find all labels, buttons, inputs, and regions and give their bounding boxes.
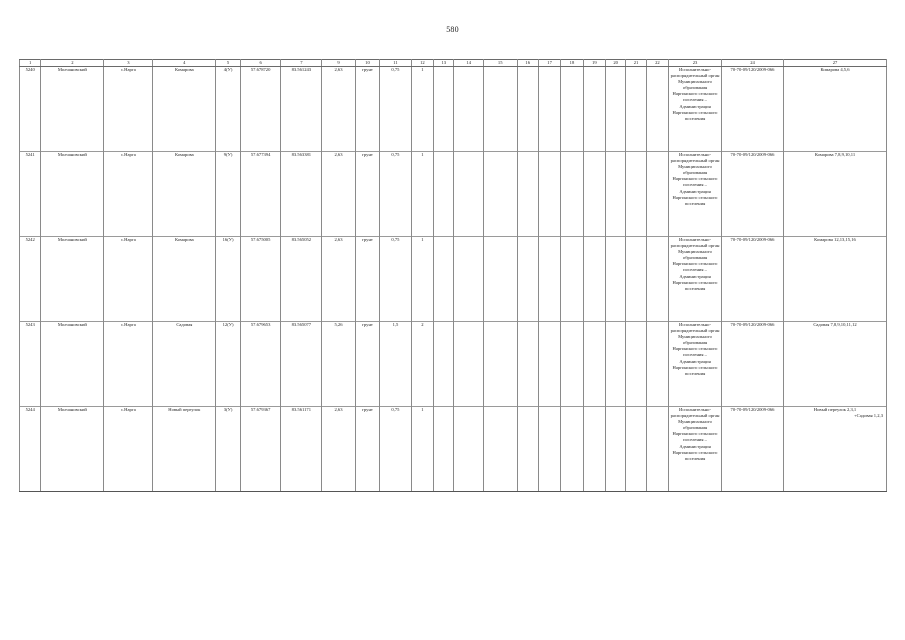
cell-text: 0,75	[391, 237, 400, 242]
cell-text: Комарова 12,13,15,16	[814, 237, 856, 242]
cell-text: 4(У)	[223, 67, 233, 72]
cell-c11	[380, 407, 412, 492]
cell-c11	[380, 237, 412, 322]
cell-text: 5240	[25, 67, 35, 72]
cell-text: с.Нарга	[120, 67, 136, 72]
cell-c6	[240, 322, 281, 407]
cell-c12	[411, 322, 433, 407]
cell-text: Комарова	[174, 237, 194, 242]
empty-cell	[561, 237, 583, 322]
empty-cell	[483, 237, 517, 322]
empty-cell	[454, 322, 484, 407]
cell-text: грунт	[362, 322, 373, 327]
cell-text: Исполнительно-распорядительный орган Муниципального образования Наргинского сельского поселения – Администрация Наргинского сельского поселения	[670, 237, 720, 291]
cell-text: 70-70-09/120/2009-066	[730, 152, 775, 157]
empty-cell	[483, 322, 517, 407]
cell-text: 70-70-09/120/2009-066	[730, 407, 775, 412]
cell-c12	[411, 152, 433, 237]
cell-text: Садовая 7,8,9,10,11,12	[813, 322, 857, 327]
cell-text: 1	[421, 237, 424, 242]
cell-c23	[669, 67, 722, 152]
cell-c9	[322, 237, 356, 322]
column-header-12: 12	[411, 60, 433, 67]
empty-cell	[583, 407, 605, 492]
cell-text: 16(У)	[222, 237, 234, 242]
empty-cell	[538, 152, 560, 237]
cell-text: Молчановский	[57, 152, 87, 157]
cell-text: Молчановский	[57, 322, 87, 327]
empty-cell	[646, 322, 668, 407]
cell-text: 5243	[25, 322, 35, 327]
cell-text: грунт	[362, 407, 373, 412]
cell-text: 0,75	[391, 67, 400, 72]
cell-c4	[153, 407, 216, 492]
column-header-6: 6	[240, 60, 281, 67]
cell-text: 2,63	[334, 152, 343, 157]
cell-text: Исполнительно-распорядительный орган Муниципального образования Наргинского сельского поселения – Администрация Наргинского сельского поселения	[670, 322, 720, 376]
cell-c11	[380, 67, 412, 152]
empty-cell	[626, 322, 646, 407]
empty-cell	[626, 152, 646, 237]
cell-c11	[380, 152, 412, 237]
cell-c24	[721, 407, 783, 492]
cell-c6	[240, 67, 281, 152]
empty-cell	[583, 152, 605, 237]
cell-c7	[281, 407, 322, 492]
column-header-1: 1	[20, 60, 41, 67]
empty-cell	[583, 322, 605, 407]
cell-c10	[355, 152, 379, 237]
column-header-27: 27	[784, 60, 887, 67]
cell-c3	[104, 67, 153, 152]
cell-text: с.Нарга	[120, 322, 136, 327]
cell-c23	[669, 322, 722, 407]
empty-cell	[538, 237, 560, 322]
cell-c12	[411, 67, 433, 152]
empty-cell	[561, 67, 583, 152]
column-header-17: 17	[538, 60, 560, 67]
table-row	[20, 407, 887, 492]
cell-text: 0,75	[391, 152, 400, 157]
cell-text: Молчановский	[57, 237, 87, 242]
cell-c5	[216, 67, 240, 152]
empty-cell	[517, 152, 538, 237]
empty-cell	[434, 322, 454, 407]
column-header-5: 5	[216, 60, 240, 67]
empty-cell	[454, 152, 484, 237]
cell-text: Комарова	[174, 67, 194, 72]
empty-cell	[626, 407, 646, 492]
cell-text: 5244	[25, 407, 35, 412]
table-row	[20, 152, 887, 237]
cell-text: 57.677394	[250, 152, 271, 157]
cell-text: Новый переулок 2,3,1	[813, 407, 857, 412]
column-header-18: 18	[561, 60, 583, 67]
empty-cell	[626, 237, 646, 322]
cell-c1	[20, 322, 41, 407]
empty-cell	[517, 322, 538, 407]
cell-text: Молчановский	[57, 67, 87, 72]
cell-c4	[153, 322, 216, 407]
empty-cell	[434, 67, 454, 152]
column-header-15: 15	[483, 60, 517, 67]
column-header-19: 19	[583, 60, 605, 67]
empty-cell	[561, 152, 583, 237]
cell-c3	[104, 237, 153, 322]
column-header-3: 3	[104, 60, 153, 67]
cell-text: 83.561171	[291, 407, 312, 412]
cell-c2	[41, 237, 104, 322]
column-header-22: 22	[646, 60, 668, 67]
cell-text: Комарова 7,8,9,10,11	[814, 152, 856, 157]
cell-text: с.Нарга	[120, 237, 136, 242]
cell-c6	[240, 237, 281, 322]
cell-c27	[784, 67, 887, 152]
empty-cell	[454, 67, 484, 152]
cell-text: 70-70-09/120/2009-066	[730, 67, 775, 72]
cell-text: Новый переулок	[168, 407, 201, 412]
cell-text: 3(У)	[223, 407, 233, 412]
empty-cell	[434, 237, 454, 322]
register-table	[19, 59, 887, 492]
cell-text: Садовая	[176, 322, 193, 327]
cell-text: с.Нарга	[120, 407, 136, 412]
empty-cell	[646, 152, 668, 237]
cell-text: 0,75	[391, 407, 400, 412]
cell-c27	[784, 152, 887, 237]
empty-cell	[517, 67, 538, 152]
cell-extra-text: +Садовая 1,2,3	[854, 413, 883, 419]
cell-c10	[355, 322, 379, 407]
cell-text: 57.679367	[250, 407, 271, 412]
cell-text: 57.675005	[250, 237, 271, 242]
cell-c7	[281, 67, 322, 152]
empty-cell	[561, 407, 583, 492]
cell-c1	[20, 67, 41, 152]
cell-c1	[20, 237, 41, 322]
cell-c3	[104, 407, 153, 492]
column-header-9: 9	[322, 60, 356, 67]
cell-c2	[41, 322, 104, 407]
cell-text: 2,63	[334, 237, 343, 242]
cell-c7	[281, 322, 322, 407]
cell-text: 1	[421, 67, 424, 72]
cell-text: Исполнительно-распорядительный орган Муниципального образования Наргинского сельского поселения – Администрация Наргинского сельского поселения	[670, 407, 720, 461]
cell-c9	[322, 152, 356, 237]
cell-c6	[240, 152, 281, 237]
empty-cell	[606, 152, 626, 237]
cell-text: 2	[421, 322, 424, 327]
cell-c10	[355, 67, 379, 152]
cell-text: грунт	[362, 152, 373, 157]
column-header-7: 7	[281, 60, 322, 67]
column-header-11: 11	[380, 60, 412, 67]
cell-c11	[380, 322, 412, 407]
cell-c3	[104, 322, 153, 407]
cell-c9	[322, 67, 356, 152]
cell-text: грунт	[362, 237, 373, 242]
cell-c9	[322, 322, 356, 407]
cell-text: 5241	[25, 152, 35, 157]
empty-cell	[606, 237, 626, 322]
cell-c10	[355, 407, 379, 492]
cell-c24	[721, 152, 783, 237]
empty-cell	[606, 67, 626, 152]
cell-text: 83.565077	[291, 322, 312, 327]
cell-c3	[104, 152, 153, 237]
cell-text: 5,26	[334, 322, 343, 327]
cell-text: 5242	[25, 237, 35, 242]
cell-c1	[20, 152, 41, 237]
cell-text: 12(У)	[222, 322, 234, 327]
empty-cell	[538, 67, 560, 152]
column-header-13: 13	[434, 60, 454, 67]
cell-c5	[216, 407, 240, 492]
empty-cell	[606, 407, 626, 492]
empty-cell	[517, 237, 538, 322]
empty-cell	[646, 67, 668, 152]
cell-c27	[784, 407, 887, 492]
empty-cell	[483, 152, 517, 237]
empty-cell	[646, 407, 668, 492]
cell-c23	[669, 152, 722, 237]
cell-c2	[41, 67, 104, 152]
empty-cell	[434, 152, 454, 237]
empty-cell	[561, 322, 583, 407]
cell-text: грунт	[362, 67, 373, 72]
empty-cell	[626, 67, 646, 152]
cell-c12	[411, 407, 433, 492]
cell-text: 83.561243	[291, 67, 312, 72]
cell-c5	[216, 322, 240, 407]
column-header-21: 21	[626, 60, 646, 67]
empty-cell	[454, 407, 484, 492]
cell-text: 83.565052	[291, 237, 312, 242]
cell-c23	[669, 237, 722, 322]
column-header-14: 14	[454, 60, 484, 67]
cell-c7	[281, 237, 322, 322]
column-header-23: 23	[669, 60, 722, 67]
cell-c4	[153, 67, 216, 152]
empty-cell	[538, 322, 560, 407]
cell-text: Исполнительно-распорядительный орган Муниципального образования Наргинского сельского поселения – Администрация Наргинского сельского поселения	[670, 67, 720, 121]
cell-c27	[784, 322, 887, 407]
column-header-24: 24	[721, 60, 783, 67]
empty-cell	[538, 407, 560, 492]
cell-c2	[41, 152, 104, 237]
column-header-2: 2	[41, 60, 104, 67]
cell-text: с.Нарга	[120, 152, 136, 157]
empty-cell	[454, 237, 484, 322]
header-row	[20, 60, 887, 67]
cell-text: 1	[421, 152, 424, 157]
table-row	[20, 67, 887, 152]
column-header-10: 10	[355, 60, 379, 67]
cell-text: 70-70-09/120/2009-066	[730, 237, 775, 242]
cell-c24	[721, 322, 783, 407]
cell-c2	[41, 407, 104, 492]
empty-cell	[434, 407, 454, 492]
cell-text: 57.678720	[250, 67, 271, 72]
cell-c24	[721, 67, 783, 152]
cell-text: 1,5	[392, 322, 399, 327]
cell-text: 1	[421, 407, 424, 412]
cell-c12	[411, 237, 433, 322]
cell-c7	[281, 152, 322, 237]
empty-cell	[483, 67, 517, 152]
empty-cell	[583, 67, 605, 152]
cell-c10	[355, 237, 379, 322]
cell-text: 2,63	[334, 67, 343, 72]
cell-c23	[669, 407, 722, 492]
cell-text: 70-70-09/120/2009-066	[730, 322, 775, 327]
empty-cell	[517, 407, 538, 492]
cell-text: 83.563381	[291, 152, 312, 157]
cell-c4	[153, 237, 216, 322]
column-header-4: 4	[153, 60, 216, 67]
cell-text: Исполнительно-распорядительный орган Муниципального образования Наргинского сельского поселения – Администрация Наргинского сельского поселения	[670, 152, 720, 206]
page-number: 580	[446, 25, 459, 34]
cell-text: Молчановский	[57, 407, 87, 412]
table-row	[20, 322, 887, 407]
table-body	[20, 67, 887, 492]
cell-text: 9(У)	[223, 152, 233, 157]
cell-text: 57.679653	[250, 322, 271, 327]
cell-c4	[153, 152, 216, 237]
cell-c5	[216, 152, 240, 237]
cell-c6	[240, 407, 281, 492]
cell-c27	[784, 237, 887, 322]
column-header-20: 20	[606, 60, 626, 67]
empty-cell	[483, 407, 517, 492]
empty-cell	[606, 322, 626, 407]
cell-text: Комарова	[174, 152, 194, 157]
column-header-16: 16	[517, 60, 538, 67]
cell-text: Комарова 4,5,6	[820, 67, 850, 72]
cell-c24	[721, 237, 783, 322]
cell-c5	[216, 237, 240, 322]
cell-text: 2,63	[334, 407, 343, 412]
empty-cell	[646, 237, 668, 322]
table-row	[20, 237, 887, 322]
empty-cell	[583, 237, 605, 322]
cell-c1	[20, 407, 41, 492]
cell-c9	[322, 407, 356, 492]
